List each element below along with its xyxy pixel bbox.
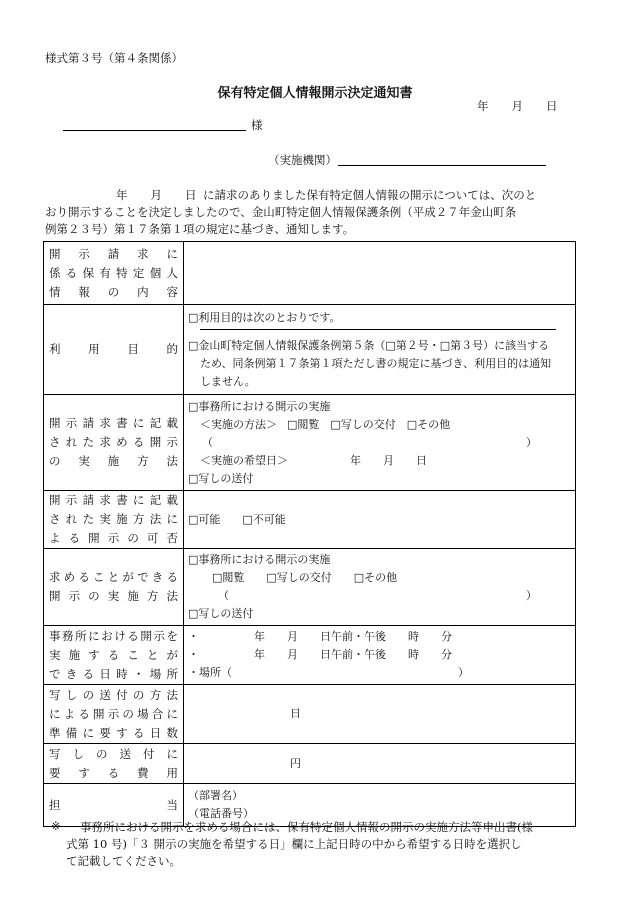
- date-line: 年 月 日: [477, 99, 558, 113]
- value-purpose: □利用目的は次のとおりです。 □金山町特定個人情報保護条例第５条（□第２号・□第３号）に該当する ため、同条例第１７条第１項ただし書の規定に基づき、利用目的は通知 しません。: [184, 305, 576, 395]
- label-available-method: 求めることができる 開示の実施方法: [44, 549, 184, 626]
- value-info[interactable]: [184, 242, 576, 305]
- intro-line-1: に請求のありました保有特定個人情報の開示については、次のと: [203, 188, 537, 202]
- note-line-1: 事務所における開示を求める場合には、保有特定個人情報の開示の実施方法等申出書(様: [80, 820, 533, 834]
- row-days: [44, 685, 576, 744]
- value-days[interactable]: 日: [184, 685, 576, 744]
- available-options[interactable]: □閲覧 □写しの交付 □その他: [212, 571, 398, 584]
- value-requested-method: □事務所における開示の実施 ＜実施の方法＞ □閲覧 □写しの交付 □その他 （ ） ＜実施の希望日＞ 年 月 日 □写しの送付: [184, 395, 576, 491]
- note-line-2: 式第 10 号)「３ 開示の実施を希望する日」欄に上記日時の中から希望する日時を選択し: [66, 837, 522, 851]
- note-mark: ※: [51, 819, 61, 833]
- value-possibility: [184, 491, 576, 549]
- value-cost[interactable]: 円: [184, 744, 576, 784]
- method-desired-date[interactable]: 年 月 日: [350, 453, 427, 467]
- agency-label: （実施機関）: [268, 153, 337, 167]
- form-number: 様式第３号（第４条関係）: [45, 51, 183, 65]
- value-available-method: □事務所における開示の実施 □閲覧 □写しの交付 □その他 （ ） □写しの送付: [184, 549, 576, 626]
- purpose-option-1[interactable]: □利用目的は次のとおりです。: [188, 310, 341, 324]
- row-info: [44, 242, 576, 305]
- page-title: 保有特定個人情報開示決定通知書: [217, 86, 413, 101]
- note-line-3: て記載してください。: [66, 854, 181, 868]
- available-office-checkbox[interactable]: □事務所における開示の実施: [188, 553, 331, 566]
- method-mail-checkbox[interactable]: □写しの送付: [188, 471, 254, 485]
- label-contact: 担当: [44, 784, 184, 827]
- method-office-checkbox[interactable]: □事務所における開示の実施: [188, 399, 331, 413]
- available-mail-checkbox[interactable]: □写しの送付: [188, 607, 254, 620]
- row-cost: [44, 744, 576, 784]
- label-requested-method: 開示請求書に記載 された求める開示 の実施方法: [44, 395, 184, 491]
- method-options[interactable]: □閲覧 □写しの交付 □その他: [287, 417, 451, 431]
- value-schedule: ・ 年 月 日午前・午後 時 分 ・ 年 月 日午前・午後 時 分 ・場所（ ）: [184, 626, 576, 685]
- value-contact[interactable]: （部署名） （電話番号）: [184, 784, 576, 827]
- purpose-option-2[interactable]: □金山町特定個人情報保護条例第５条（□第２号・□第３号）に該当する: [188, 338, 550, 352]
- label-info: 開示請求に 係る保有特定個人 情報の内容: [44, 242, 184, 305]
- intro-line-3: 例第２３号）第１７条第１項の規定に基づき、通知します。: [45, 222, 355, 236]
- label-schedule: 事務所における開示を 実施することが できる日時・場所: [44, 626, 184, 685]
- row-possibility: [44, 491, 576, 549]
- intro-line-2: おり開示することを決定しましたので、金山町特定個人情報保護条例（平成２７年金山町条: [45, 205, 517, 219]
- label-cost: 写しの送付に 要する費用: [44, 744, 184, 784]
- row-available-method: [44, 549, 576, 626]
- row-schedule: [44, 626, 576, 685]
- schedule-place[interactable]: ・場所（: [188, 666, 232, 679]
- possible-checkbox[interactable]: □可能: [188, 512, 221, 526]
- label-purpose: 利用目的: [44, 305, 184, 395]
- schedule-datetime-1[interactable]: ・ 年 月 日午前・午後 時 分: [188, 630, 452, 643]
- addressee-name-line[interactable]: [63, 130, 246, 131]
- label-days: 写しの送付の方法 による開示の場合に 準備に要する日数: [44, 685, 184, 744]
- purpose-text-line[interactable]: [200, 329, 556, 330]
- intro-date: 年 月 日: [116, 188, 197, 202]
- row-purpose: [44, 305, 576, 395]
- notice-table: [43, 241, 576, 827]
- label-possibility: 開示請求書に記載 された実施方法に よる開示の可否: [44, 491, 184, 549]
- schedule-datetime-2[interactable]: ・ 年 月 日午前・午後 時 分: [188, 648, 452, 661]
- agency-name-line[interactable]: [338, 165, 546, 166]
- row-requested-method: [44, 395, 576, 491]
- impossible-checkbox[interactable]: □不可能: [242, 512, 286, 526]
- addressee-suffix: 様: [251, 118, 263, 132]
